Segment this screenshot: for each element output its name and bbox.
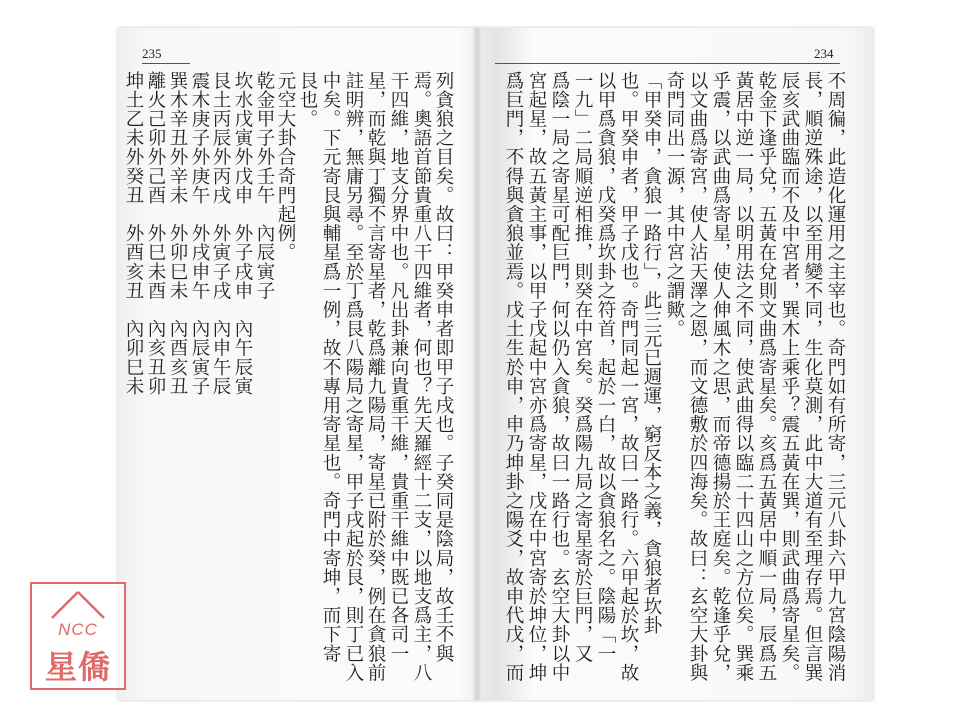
left-table-row-4: 震木庚子外庚午 外戌申午 內辰寅子 [189, 71, 210, 396]
right-text-column-5: 黃居中逆一局，以明用法之不同，使武曲得以臨二十四山之方位矣。巽乘 [733, 71, 754, 683]
right-text-column-10: 也。甲癸申者，甲子戊也。奇門同起一宮，故曰一路行。六甲起於坎，故 [618, 71, 639, 683]
right-text-column-15: 爲巨門，不得與貪狼並焉。戊土生於申，申乃坤卦之陽爻，故申代戊，而 [503, 71, 524, 683]
right-text-column-6: 乎震，以武曲爲寄星，使人伸風木之思，而帝德揚於王庭矣。乾逢乎兌， [710, 71, 731, 683]
right-text-column-3: 辰亥武曲臨而不及中宮者，巽木上乘乎？震五黃在巽，則武曲爲寄星矣。 [779, 71, 800, 683]
left-table-row-1: 乾金甲子外壬午 內辰寅子 [254, 71, 275, 301]
left-table-row-3: 艮土丙辰外丙戌 外寅子戌 內申午辰 [210, 71, 231, 396]
left-text-column-1: 列貪狼之目矣。故曰：甲癸申者即甲子戌也。子癸同是陰局，故壬不與 [433, 71, 454, 664]
left-text-column-3: 干四維，地支分界中也。凡出卦兼向貴重干維，貴重干維中既已各司一 [388, 71, 409, 664]
left-table-row-2: 坎水戊寅外戊申 外子戌申 內午辰寅 [232, 71, 253, 396]
left-page-number: 235 [142, 46, 162, 61]
left-text-column-8: 元空大卦合奇門起例。 [275, 71, 296, 262]
left-text-column-5: 註明辨，無庸另尋。至於丁爲艮八陽局之寄星，甲子戌起於艮，則丁已入 [343, 71, 364, 683]
right-page-number: 234 [814, 46, 834, 61]
right-header-rule [495, 63, 840, 64]
right-text-column-4: 乾金下逢乎兌，五黃在兌則文曲爲寄星矣。亥爲五黃居中順一局，辰爲五 [756, 71, 777, 683]
book-gutter [472, 28, 482, 700]
right-text-column-2: 長，順逆殊途，以至用變不同，生化莫測，此中大道有至理存焉。但言巽 [802, 71, 823, 683]
watermark-latin: NCC [58, 620, 98, 639]
left-table-row-5: 巽木辛丑外辛未 外卯巳未 內酉亥丑 [167, 71, 188, 396]
left-text-column-7: 艮也。 [297, 71, 318, 129]
right-text-column-1: 不周徧，此造化運用之主宰也。奇門如有所寄，三元八卦六甲九宮陰陽消 [825, 71, 846, 683]
watermark-chinese: 星僑 [44, 648, 111, 686]
right-text-column-12: 一九」二局順逆相推，則癸在中宮矣。癸爲陽九局之寄星寄於巨門，又 [572, 71, 593, 664]
left-text-column-2: 焉。奧語首節貴重八干四維者，何也？先天羅經十二支，以地支爲主，八 [411, 71, 432, 683]
right-text-column-13: 爲陰一局之寄星可配巨門，何以仍入貪狼，故曰一路行也。玄空大卦以中 [549, 71, 570, 683]
watermark-stamp [30, 582, 126, 690]
left-header-rule [142, 63, 190, 64]
left-table-row-6: 離火己卯外己酉 外巳未酉 內亥丑卯 [145, 71, 166, 396]
left-table-row-7: 坤土乙未外癸丑 外酉亥丑 內卯巳未 [123, 71, 144, 396]
left-text-column-6: 中矣。下元寄艮與輔星爲一例，故不專用寄星也。奇門中寄坤，而下寄 [320, 71, 341, 664]
left-text-column-4: 星，而乾與丁獨不言寄星者，乾爲離九陽局，寄星已附於癸，例在貪狼前 [365, 71, 386, 683]
right-text-column-9: 「甲癸申，貪狼一路行」，此三元已週運，窮反本之義，貪狼者坎卦 [641, 71, 662, 635]
right-text-column-8: 奇門同出一源，其中宮之謂歟。 [664, 71, 685, 339]
right-text-column-11: 以甲爲貪狼，戊癸爲坎卦之符首，起於一白，故以貪狼名之。陰陽「一 [595, 71, 616, 664]
right-text-column-7: 以文曲爲寄宮，使人沾天澤之恩，而文德敷於四海矣。故曰：玄空大卦與 [687, 71, 708, 683]
right-text-column-14: 宮起星，故五黃主事，以甲子戊起中宮亦爲寄星，戊在中宮寄於坤位，坤 [526, 71, 547, 683]
